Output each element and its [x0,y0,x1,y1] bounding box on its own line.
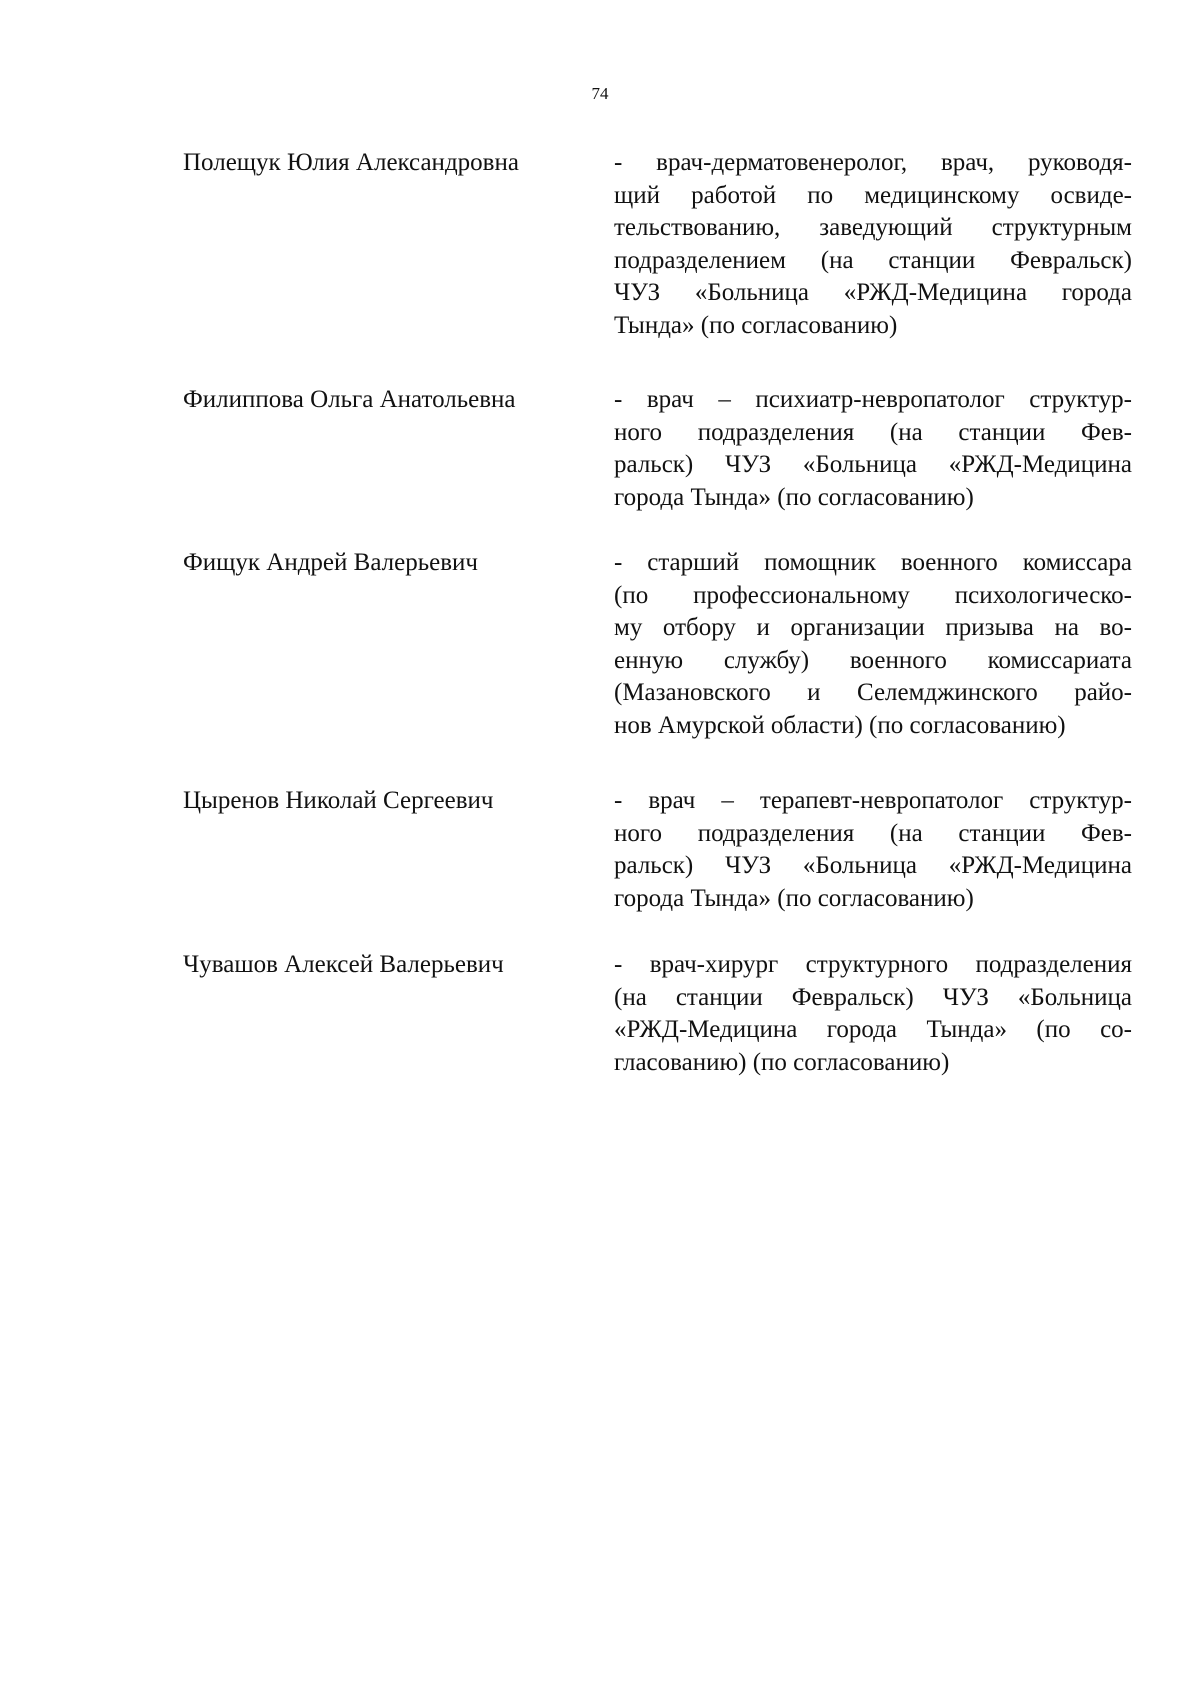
role-line: - врач – психиатр-невропатолог структур- [614,386,1132,413]
member-role [614,785,1132,915]
role-line: подразделением (на станции Февральск) [614,246,1132,274]
role-line: (на станции Февральск) ЧУЗ «Больница [614,983,1132,1011]
role-line: ральск) ЧУЗ «Больница «РЖД-Медицина [614,852,1132,879]
member-role [614,384,1132,514]
page-number: 74 [591,84,609,103]
member-role [614,547,1132,742]
role-line: тельствованию, заведующий структурным [614,214,1132,241]
role-line: ного подразделения (на станции Фев- [614,418,1132,446]
member-name: Полещук Юлия Александровна [183,149,519,176]
role-line: (по профессиональному психологическо- [614,581,1132,609]
member-role [614,147,1132,342]
role-line: (Мазановского и Селемджинского райо- [614,679,1132,706]
role-line: «РЖД-Медицина города Тында» (по со- [614,1016,1132,1043]
role-line: - врач – терапевт-невропатолог структур- [614,787,1132,814]
role-line: му отбору и организации призыва на во- [614,614,1132,641]
member-name: Чувашов Алексей Валерьевич [183,951,504,978]
role-line: щий работой по медицинскому освиде- [614,181,1132,209]
role-line: нов Амурской области) (по согласованию) [614,711,1066,739]
member-name: Цыренов Николай Сергеевич [183,787,494,814]
role-line: енную службу) военного комиссариата [614,646,1132,674]
role-line: ного подразделения (на станции Фев- [614,819,1132,847]
role-line: гласованию) (по согласованию) [614,1048,950,1076]
member-name: Филиппова Ольга Анатольевна [183,386,516,413]
role-line: - старший помощник военного комиссара [614,549,1132,576]
role-line: - врач-дерматовенеролог, врач, руководя- [614,149,1132,176]
member-name: Фищук Андрей Валерьевич [183,549,478,576]
role-line: Тында» (по согласованию) [614,311,898,339]
role-line: ЧУЗ «Больница «РЖД-Медицина города [614,279,1132,306]
role-line: города Тында» (по согласованию) [614,483,974,511]
role-line: ральск) ЧУЗ «Больница «РЖД-Медицина [614,451,1132,478]
role-line: - врач-хирург структурного подразделения [614,951,1132,978]
member-role [614,949,1132,1079]
role-line: города Тында» (по согласованию) [614,884,974,912]
